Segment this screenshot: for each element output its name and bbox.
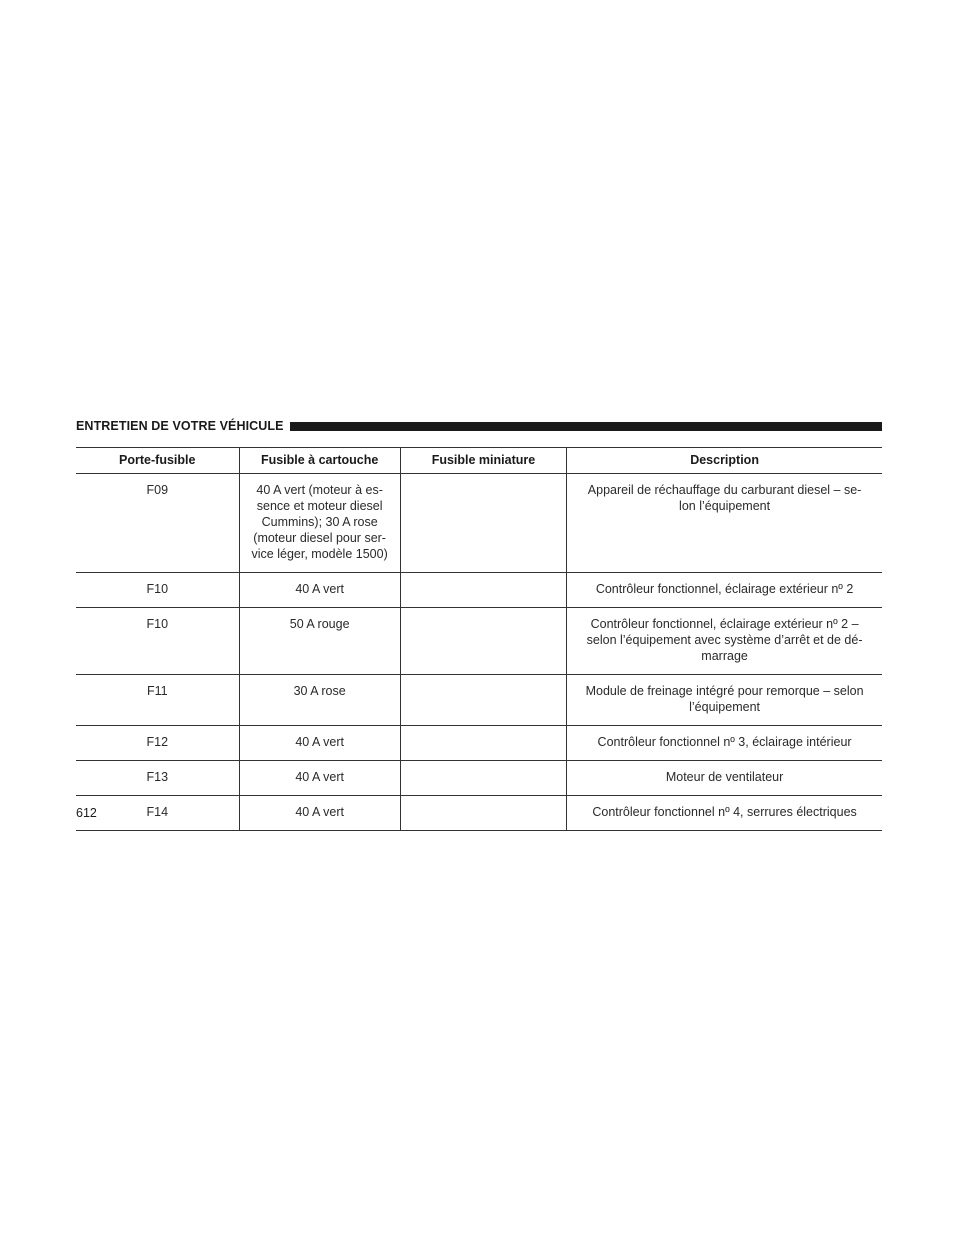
cell-cartridge-fuse: 40 A vert bbox=[239, 796, 400, 831]
cell-mini-fuse bbox=[400, 608, 566, 675]
cell-fuse-holder: F12 bbox=[76, 726, 239, 761]
fuse-table bbox=[76, 447, 882, 831]
column-header-mini-fuse: Fusible miniature bbox=[400, 448, 566, 474]
cell-mini-fuse bbox=[400, 675, 566, 726]
section-header bbox=[76, 417, 882, 435]
table-row bbox=[76, 608, 882, 675]
cell-mini-fuse bbox=[400, 796, 566, 831]
cell-fuse-holder: F10 bbox=[76, 573, 239, 608]
table-row bbox=[76, 573, 882, 608]
cell-fuse-holder: F13 bbox=[76, 761, 239, 796]
cell-cartridge-fuse: 40 A vert bbox=[239, 573, 400, 608]
cell-description: Contrôleur fonctionnel nº 3, éclairage intérieur bbox=[567, 726, 882, 761]
cell-description: Contrôleur fonctionnel nº 4, serrures électriques bbox=[567, 796, 882, 831]
cell-fuse-holder: F10 bbox=[76, 608, 239, 675]
table-row bbox=[76, 726, 882, 761]
page-number: 612 bbox=[76, 806, 97, 820]
column-header-description: Description bbox=[567, 448, 882, 474]
table-row bbox=[76, 796, 882, 831]
cell-description: Moteur de ventilateur bbox=[567, 761, 882, 796]
table-row bbox=[76, 761, 882, 796]
cell-cartridge-fuse: 40 A vert bbox=[239, 726, 400, 761]
cell-description: Contrôleur fonctionnel, éclairage extérieur nº 2 – selon l’équipement avec système d’arrêt et de dé- marrage bbox=[567, 608, 882, 675]
cell-cartridge-fuse: 50 A rouge bbox=[239, 608, 400, 675]
cell-fuse-holder: F14 bbox=[76, 796, 239, 831]
cell-cartridge-fuse: 30 A rose bbox=[239, 675, 400, 726]
cell-description: Module de freinage intégré pour remorque – selon l’équipement bbox=[567, 675, 882, 726]
cell-cartridge-fuse: 40 A vert (moteur à es- sence et moteur diesel Cummins); 30 A rose (moteur diesel pour ser- vice léger, modèle 1500) bbox=[239, 474, 400, 573]
section-header-bar bbox=[290, 422, 882, 431]
column-header-cartridge-fuse: Fusible à cartouche bbox=[239, 448, 400, 474]
cell-mini-fuse bbox=[400, 761, 566, 796]
table-header-row bbox=[76, 448, 882, 474]
cell-mini-fuse bbox=[400, 726, 566, 761]
cell-fuse-holder: F09 bbox=[76, 474, 239, 573]
table-row bbox=[76, 474, 882, 573]
cell-mini-fuse bbox=[400, 474, 566, 573]
cell-cartridge-fuse: 40 A vert bbox=[239, 761, 400, 796]
column-header-fuse-holder: Porte-fusible bbox=[76, 448, 239, 474]
section-title: ENTRETIEN DE VOTRE VÉHICULE bbox=[76, 419, 284, 433]
table-body bbox=[76, 474, 882, 831]
cell-description: Contrôleur fonctionnel, éclairage extérieur nº 2 bbox=[567, 573, 882, 608]
cell-fuse-holder: F11 bbox=[76, 675, 239, 726]
table-row bbox=[76, 675, 882, 726]
cell-description: Appareil de réchauffage du carburant diesel – se- lon l’équipement bbox=[567, 474, 882, 573]
cell-mini-fuse bbox=[400, 573, 566, 608]
